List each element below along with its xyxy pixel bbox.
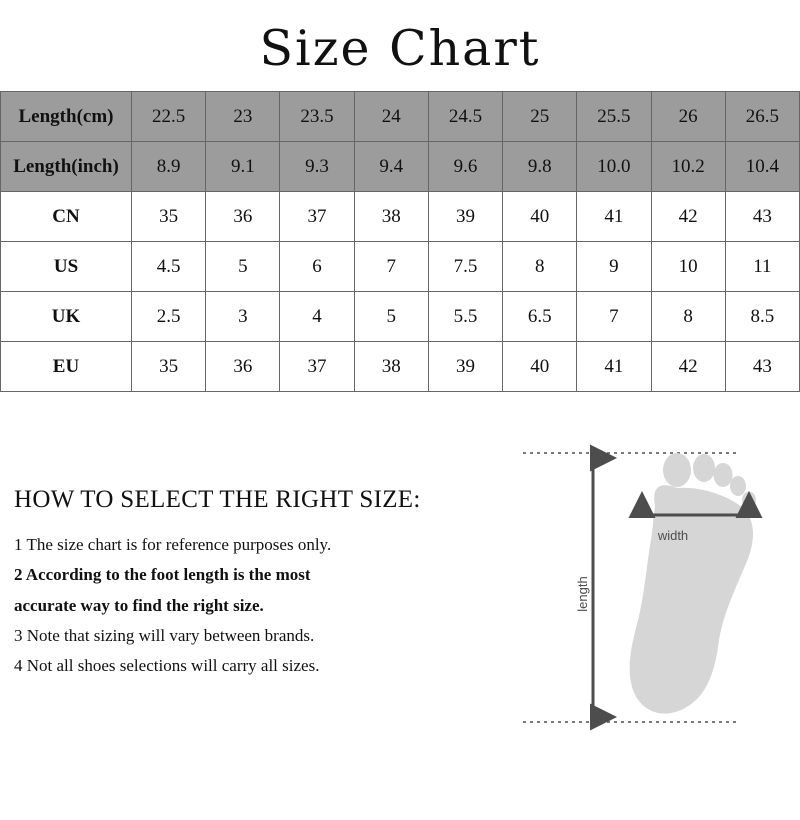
table-cell: 4: [280, 292, 354, 342]
length-label: length: [575, 576, 590, 612]
width-label: width: [657, 528, 689, 543]
table-cell: 24.5: [428, 92, 502, 142]
row-header: CN: [1, 192, 132, 242]
table-cell: 10.0: [577, 142, 651, 192]
table-cell: 2.5: [132, 292, 206, 342]
table-cell: 5.5: [428, 292, 502, 342]
table-cell: 6.5: [503, 292, 577, 342]
table-cell: 5: [354, 292, 428, 342]
table-cell: 26.5: [725, 92, 799, 142]
how-to-line: 2 According to the foot length is the most: [14, 565, 311, 585]
table-cell: 9.1: [206, 142, 280, 192]
table-cell: 7.5: [428, 242, 502, 292]
table-cell: 8: [503, 242, 577, 292]
how-to-line: 4 Not all shoes selections will carry all sizes.: [14, 656, 320, 675]
table-row: [1, 292, 800, 342]
table-cell: 42: [651, 192, 725, 242]
table-cell: 23.5: [280, 92, 354, 142]
table-cell: 9: [577, 242, 651, 292]
row-header: Length(cm): [1, 92, 132, 142]
table-cell: 39: [428, 192, 502, 242]
table-cell: 43: [725, 342, 799, 392]
table-cell: 5: [206, 242, 280, 292]
table-cell: 9.4: [354, 142, 428, 192]
how-to-heading: HOW TO SELECT THE RIGHT SIZE:: [14, 486, 421, 513]
table-cell: 38: [354, 342, 428, 392]
table-cell: 9.3: [280, 142, 354, 192]
table-cell: 9.6: [428, 142, 502, 192]
table-cell: 3: [206, 292, 280, 342]
table-cell: 35: [132, 192, 206, 242]
page-title: Size Chart: [259, 20, 541, 77]
size-chart-table: [0, 91, 800, 392]
table-cell: 35: [132, 342, 206, 392]
table-cell: 36: [206, 192, 280, 242]
table-cell: 10: [651, 242, 725, 292]
table-cell: 37: [280, 342, 354, 392]
table-cell: 9.8: [503, 142, 577, 192]
how-to-line: 1 The size chart is for reference purposes only.: [14, 535, 332, 554]
table-cell: 23: [206, 92, 280, 142]
table-cell: 41: [577, 192, 651, 242]
foot-shape: [630, 453, 756, 714]
table-row: [1, 92, 800, 142]
row-header: Length(inch): [1, 142, 132, 192]
table-row: [1, 142, 800, 192]
how-to-select-block: [14, 486, 484, 685]
table-cell: 43: [725, 192, 799, 242]
lower-section: [0, 444, 800, 774]
table-cell: 7: [577, 292, 651, 342]
row-header: EU: [1, 342, 132, 392]
table-cell: 6: [280, 242, 354, 292]
table-cell: 26: [651, 92, 725, 142]
how-to-line: 3 Note that sizing will vary between brands.: [14, 625, 315, 645]
table-cell: 25.5: [577, 92, 651, 142]
table-cell: 36: [206, 342, 280, 392]
table-cell: 8.9: [132, 142, 206, 192]
table-cell: 37: [280, 192, 354, 242]
foot-measurement-diagram: [505, 444, 785, 744]
table-cell: 40: [503, 192, 577, 242]
table-cell: 24: [354, 92, 428, 142]
how-to-line: accurate way to find the right size.: [14, 595, 264, 615]
table-cell: 11: [725, 242, 799, 292]
table-cell: 4.5: [132, 242, 206, 292]
size-chart-page: [0, 20, 800, 820]
table-cell: 8.5: [725, 292, 799, 342]
table-row: [1, 192, 800, 242]
table-cell: 25: [503, 92, 577, 142]
table-cell: 41: [577, 342, 651, 392]
table-cell: 42: [651, 342, 725, 392]
table-cell: 38: [354, 192, 428, 242]
row-header: US: [1, 242, 132, 292]
table-cell: 40: [503, 342, 577, 392]
table-cell: 22.5: [132, 92, 206, 142]
table-cell: 7: [354, 242, 428, 292]
table-cell: 8: [651, 292, 725, 342]
table-cell: 39: [428, 342, 502, 392]
table-row: [1, 242, 800, 292]
row-header: UK: [1, 292, 132, 342]
table-row: [1, 342, 800, 392]
table-cell: 10.2: [651, 142, 725, 192]
table-cell: 10.4: [725, 142, 799, 192]
